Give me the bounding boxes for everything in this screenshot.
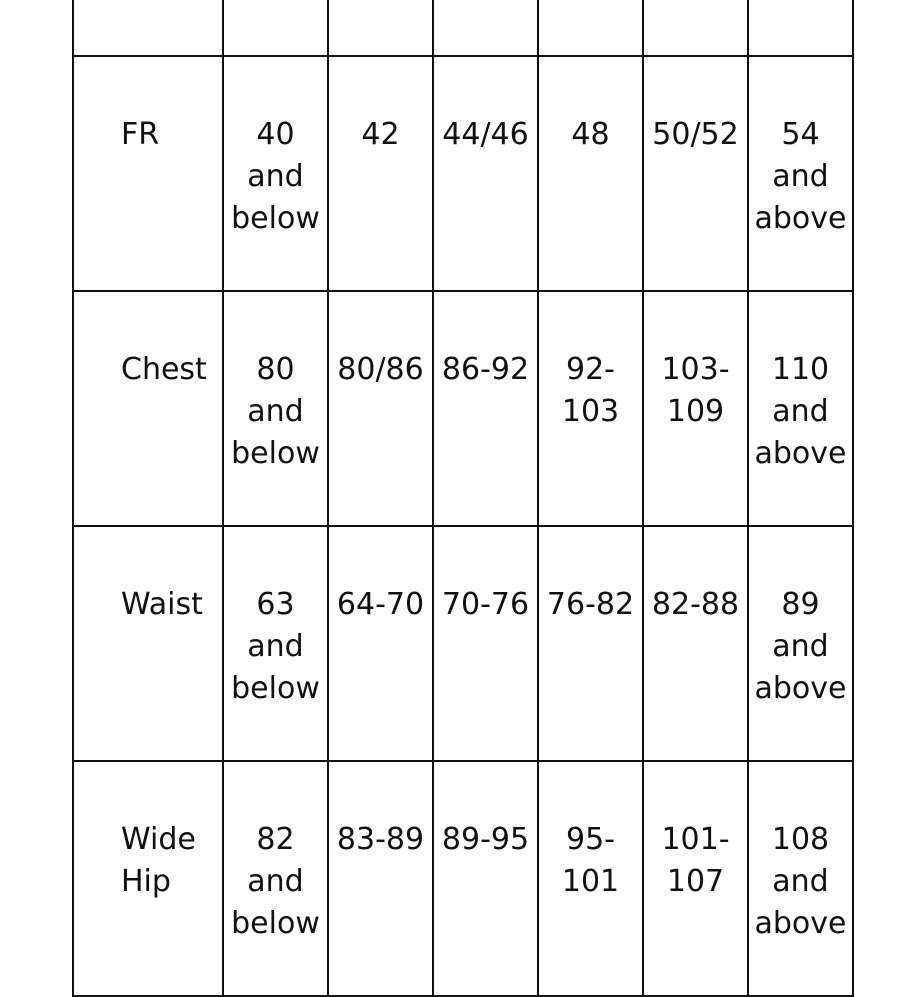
cell-value: 101- 107 [661,822,730,899]
row-label: FR [121,117,160,152]
cell-value: 64-70 [336,587,425,622]
table-cell [643,0,748,56]
table-cell [748,761,853,996]
cell-value: 108 and above [754,822,847,941]
table-cell [538,526,643,761]
table-cell [748,291,853,526]
row-label-cell [73,291,223,526]
table-cell [433,291,538,526]
table-row [73,761,853,996]
table-cell [328,56,433,291]
cell-value: 76-82 [546,587,635,622]
table-cell [643,526,748,761]
cell-value: 82-88 [651,587,740,622]
row-label-cell [73,526,223,761]
table-row [73,56,853,291]
cell-value: 42 [361,117,400,152]
cell-value: 95-101 [561,822,620,899]
row-label: Wide Hip [121,822,196,899]
table-row [73,526,853,761]
cell-value: 40 and below [231,117,320,236]
row-label-cell [73,56,223,291]
table-cell [433,761,538,996]
cell-value: 80 and below [231,352,320,471]
size-chart-table [72,0,854,997]
row-label-cell [73,761,223,996]
table-cell [73,0,223,56]
table-cell [328,761,433,996]
table-cell [223,56,328,291]
cell-value: 48 [571,117,610,152]
table-cell [223,761,328,996]
cell-value: 86-92 [441,352,530,387]
cell-value: 89-95 [441,822,530,857]
table-cell [748,0,853,56]
row-label: Waist [121,587,203,622]
table-cell [433,526,538,761]
table-cell [223,291,328,526]
table-cell [328,526,433,761]
cell-value: 83-89 [336,822,425,857]
table-cell [433,56,538,291]
cell-value: 89 and above [754,587,847,706]
table-cell [538,0,643,56]
table-cell [748,56,853,291]
cell-value: 92-103 [561,352,620,429]
table-cell [643,761,748,996]
table-row [73,0,853,56]
cell-value: 63 and below [231,587,320,706]
cell-value: 70-76 [441,587,530,622]
cell-value: 80/86 [337,352,424,387]
table-cell [223,526,328,761]
cell-value: 110 and above [754,352,847,471]
table-cell [538,761,643,996]
table-cell [328,0,433,56]
table-cell [223,0,328,56]
cell-value: 54 and above [754,117,847,236]
cell-value: 50/52 [652,117,739,152]
table-cell [433,0,538,56]
table-cell [748,526,853,761]
table-cell [643,291,748,526]
table-cell [538,291,643,526]
cell-value: 103- 109 [661,352,730,429]
table-cell [538,56,643,291]
table-row [73,291,853,526]
table-cell [328,291,433,526]
table-cell [643,56,748,291]
row-label: Chest [121,352,207,387]
cell-value: 44/46 [442,117,529,152]
cell-value: 82 and below [231,822,320,941]
